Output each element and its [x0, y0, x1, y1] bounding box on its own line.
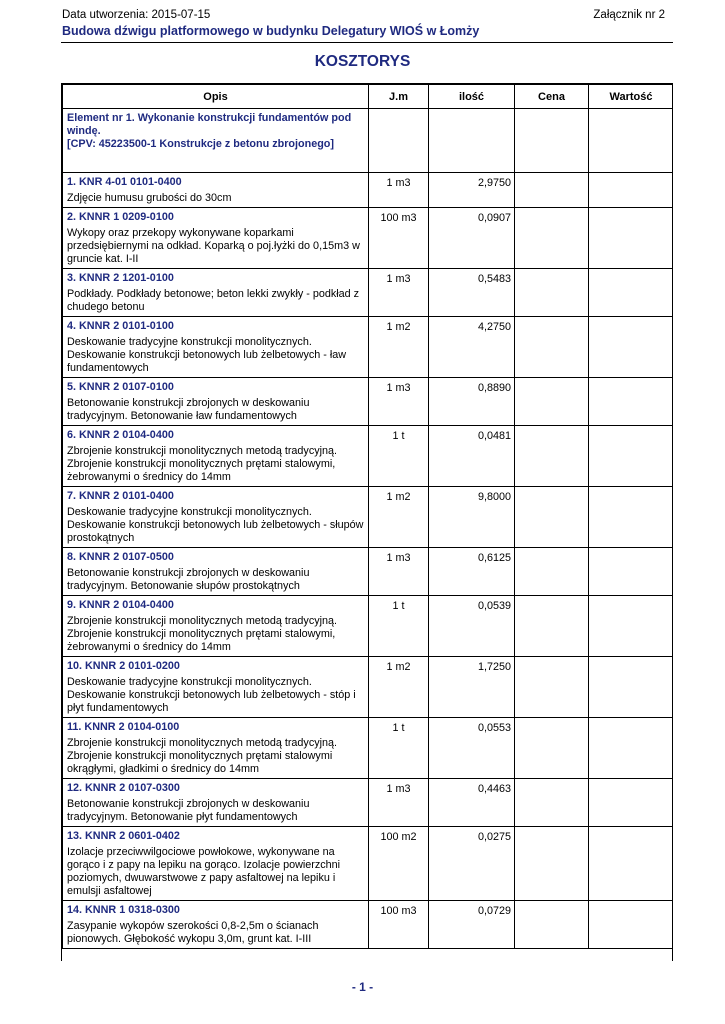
item-unit: 1 m3	[369, 779, 429, 827]
cost-estimate-table-frame	[61, 83, 673, 961]
item-description-cell	[63, 901, 369, 949]
item-value	[589, 548, 674, 596]
item-quantity: 0,0539	[429, 596, 515, 657]
item-price	[515, 208, 589, 269]
item-description: Zbrojenie konstrukcji monolitycznych metodą tradycyjną. Zbrojenie konstrukcji monolitycznych prętami stalowymi okrągłymi, gładkimi o średnicy do 14mm	[67, 737, 338, 775]
item-quantity: 0,0553	[429, 718, 515, 779]
item-description-cell	[63, 827, 369, 901]
item-unit: 1 m3	[369, 548, 429, 596]
item-quantity: 9,8000	[429, 487, 515, 548]
column-header-price: Cena	[515, 85, 589, 109]
item-value	[589, 378, 674, 426]
item-description-cell	[63, 718, 369, 779]
item-code: 2. KNNR 1 0209-0100	[67, 211, 174, 223]
item-value	[589, 718, 674, 779]
item-quantity: 0,0275	[429, 827, 515, 901]
item-value	[589, 208, 674, 269]
item-code: 8. KNNR 2 0107-0500	[67, 551, 174, 563]
item-unit: 100 m3	[369, 901, 429, 949]
item-value	[589, 779, 674, 827]
item-unit: 1 t	[369, 426, 429, 487]
item-price	[515, 901, 589, 949]
item-description-cell	[63, 173, 369, 208]
item-description-cell	[63, 487, 369, 548]
item-quantity: 0,4463	[429, 779, 515, 827]
item-description-cell	[63, 657, 369, 718]
item-description: Wykopy oraz przekopy wykonywane koparkami przedsiębiernymi na odkład. Koparką o poj.łyżki do 0,15m3 w gruncie kat. I-II	[67, 227, 360, 265]
item-code: 14. KNNR 1 0318-0300	[67, 904, 180, 916]
creation-date: Data utworzenia: 2015-07-15	[62, 9, 211, 21]
element-value-cell	[589, 109, 674, 173]
item-description-cell	[63, 269, 369, 317]
item-value	[589, 269, 674, 317]
item-unit: 1 m3	[369, 378, 429, 426]
table-row	[63, 208, 674, 269]
item-quantity: 0,5483	[429, 269, 515, 317]
item-code: 12. KNNR 2 0107-0300	[67, 782, 180, 794]
item-quantity: 1,7250	[429, 657, 515, 718]
table-row	[63, 718, 674, 779]
item-description-cell	[63, 779, 369, 827]
item-quantity: 0,6125	[429, 548, 515, 596]
item-quantity: 0,0907	[429, 208, 515, 269]
item-value	[589, 426, 674, 487]
item-price	[515, 317, 589, 378]
item-quantity: 4,2750	[429, 317, 515, 378]
item-price	[515, 378, 589, 426]
item-price	[515, 487, 589, 548]
item-description-cell	[63, 548, 369, 596]
item-description: Deskowanie tradycyjne konstrukcji monolitycznych. Deskowanie konstrukcji betonowych lub żelbetowych - stóp i płyt fundamentowych	[67, 676, 356, 714]
item-description: Izolacje przeciwwilgociowe powłokowe, wykonywane na gorąco i z papy na lepiku na gorąco. Izolacje powierzchni poziomych, dwuwarstwowe z papy asfaltowej na lepiku i emulsji asfaltowej	[67, 846, 341, 897]
item-value	[589, 317, 674, 378]
item-code: 6. KNNR 2 0104-0400	[67, 429, 174, 441]
item-description: Betonowanie konstrukcji zbrojonych w deskowaniu tradycyjnym. Betonowanie ław fundamentowych	[67, 397, 310, 422]
item-quantity: 0,0729	[429, 901, 515, 949]
item-description: Betonowanie konstrukcji zbrojonych w deskowaniu tradycyjnym. Betonowanie słupów prostokątnych	[67, 567, 310, 592]
item-price	[515, 269, 589, 317]
item-price	[515, 779, 589, 827]
column-header-description: Opis	[63, 85, 369, 109]
element-cpv: [CPV: 45223500-1 Konstrukcje z betonu zbrojonego]	[67, 138, 334, 150]
item-unit: 100 m3	[369, 208, 429, 269]
item-unit: 1 m2	[369, 317, 429, 378]
column-header-value: Wartość	[589, 85, 674, 109]
item-code: 11. KNNR 2 0104-0100	[67, 721, 180, 733]
item-value	[589, 827, 674, 901]
table-row	[63, 596, 674, 657]
cost-estimate-table	[62, 84, 673, 949]
item-price	[515, 548, 589, 596]
header-divider	[61, 42, 673, 43]
column-header-quantity: ilość	[429, 85, 515, 109]
item-unit: 100 m2	[369, 827, 429, 901]
item-unit: 1 m3	[369, 269, 429, 317]
item-description-cell	[63, 208, 369, 269]
item-price	[515, 596, 589, 657]
element-row	[63, 109, 674, 173]
table-row	[63, 426, 674, 487]
item-unit: 1 m3	[369, 173, 429, 208]
item-quantity: 0,0481	[429, 426, 515, 487]
item-code: 5. KNNR 2 0107-0100	[67, 381, 174, 393]
item-quantity: 0,8890	[429, 378, 515, 426]
item-price	[515, 426, 589, 487]
item-description: Betonowanie konstrukcji zbrojonych w deskowaniu tradycyjnym. Betonowanie płyt fundamentowych	[67, 798, 310, 823]
item-description-cell	[63, 596, 369, 657]
item-price	[515, 827, 589, 901]
item-code: 3. KNNR 2 1201-0100	[67, 272, 174, 284]
project-title: Budowa dźwigu platformowego w budynku Delegatury WIOŚ w Łomży	[62, 24, 480, 38]
item-unit: 1 t	[369, 718, 429, 779]
item-description: Podkłady. Podkłady betonowe; beton lekki zwykły - podkład z chudego betonu	[67, 288, 360, 313]
item-description-cell	[63, 426, 369, 487]
table-row	[63, 779, 674, 827]
item-unit: 1 m2	[369, 657, 429, 718]
item-quantity: 2,9750	[429, 173, 515, 208]
table-row	[63, 487, 674, 548]
element-description	[63, 109, 369, 173]
table-header-row	[63, 85, 674, 109]
table-row	[63, 317, 674, 378]
item-value	[589, 596, 674, 657]
item-code: 9. KNNR 2 0104-0400	[67, 599, 174, 611]
element-quantity-cell	[429, 109, 515, 173]
item-code: 13. KNNR 2 0601-0402	[67, 830, 180, 842]
item-description: Deskowanie tradycyjne konstrukcji monolitycznych. Deskowanie konstrukcji betonowych lub żelbetowych - słupów prostokątnych	[67, 506, 364, 544]
table-row	[63, 548, 674, 596]
item-description: Zbrojenie konstrukcji monolitycznych metodą tradycyjną. Zbrojenie konstrukcji monolitycznych prętami stalowymi, żebrowanymi o średnicy do 14mm	[67, 445, 338, 483]
page-number: - 1 -	[351, 980, 374, 994]
item-value	[589, 173, 674, 208]
item-value	[589, 487, 674, 548]
table-row	[63, 378, 674, 426]
item-code: 4. KNNR 2 0101-0100	[67, 320, 174, 332]
table-row	[63, 269, 674, 317]
item-unit: 1 m2	[369, 487, 429, 548]
item-code: 10. KNNR 2 0101-0200	[67, 660, 180, 672]
item-description: Zasypanie wykopów szerokości 0,8-2,5m o ścianach pionowych. Głębokość wykopu 3,0m, grunt kat. I-III	[67, 920, 319, 945]
table-row	[63, 901, 674, 949]
item-price	[515, 718, 589, 779]
table-row	[63, 827, 674, 901]
item-code: 1. KNR 4-01 0101-0400	[67, 176, 182, 188]
item-unit: 1 t	[369, 596, 429, 657]
item-description-cell	[63, 378, 369, 426]
element-title: Element nr 1. Wykonanie konstrukcji fundamentów pod windę.	[67, 112, 352, 137]
item-price	[515, 657, 589, 718]
item-value	[589, 657, 674, 718]
item-description: Zdjęcie humusu grubości do 30cm	[67, 192, 232, 204]
annex-label: Załącznik nr 2	[593, 9, 665, 21]
element-unit-cell	[369, 109, 429, 173]
table-row	[63, 657, 674, 718]
item-code: 7. KNNR 2 0101-0400	[67, 490, 174, 502]
item-description: Zbrojenie konstrukcji monolitycznych metodą tradycyjną. Zbrojenie konstrukcji monolitycznych prętami stalowymi, żebrowanymi o średnicy do 14mm	[67, 615, 338, 653]
item-description-cell	[63, 317, 369, 378]
item-value	[589, 901, 674, 949]
column-header-unit: J.m	[369, 85, 429, 109]
table-row	[63, 173, 674, 208]
element-price-cell	[515, 109, 589, 173]
item-price	[515, 173, 589, 208]
item-description: Deskowanie tradycyjne konstrukcji monolitycznych. Deskowanie konstrukcji betonowych lub żelbetowych - ław fundamentowych	[67, 336, 347, 374]
document-title: KOSZTORYS	[314, 53, 411, 70]
